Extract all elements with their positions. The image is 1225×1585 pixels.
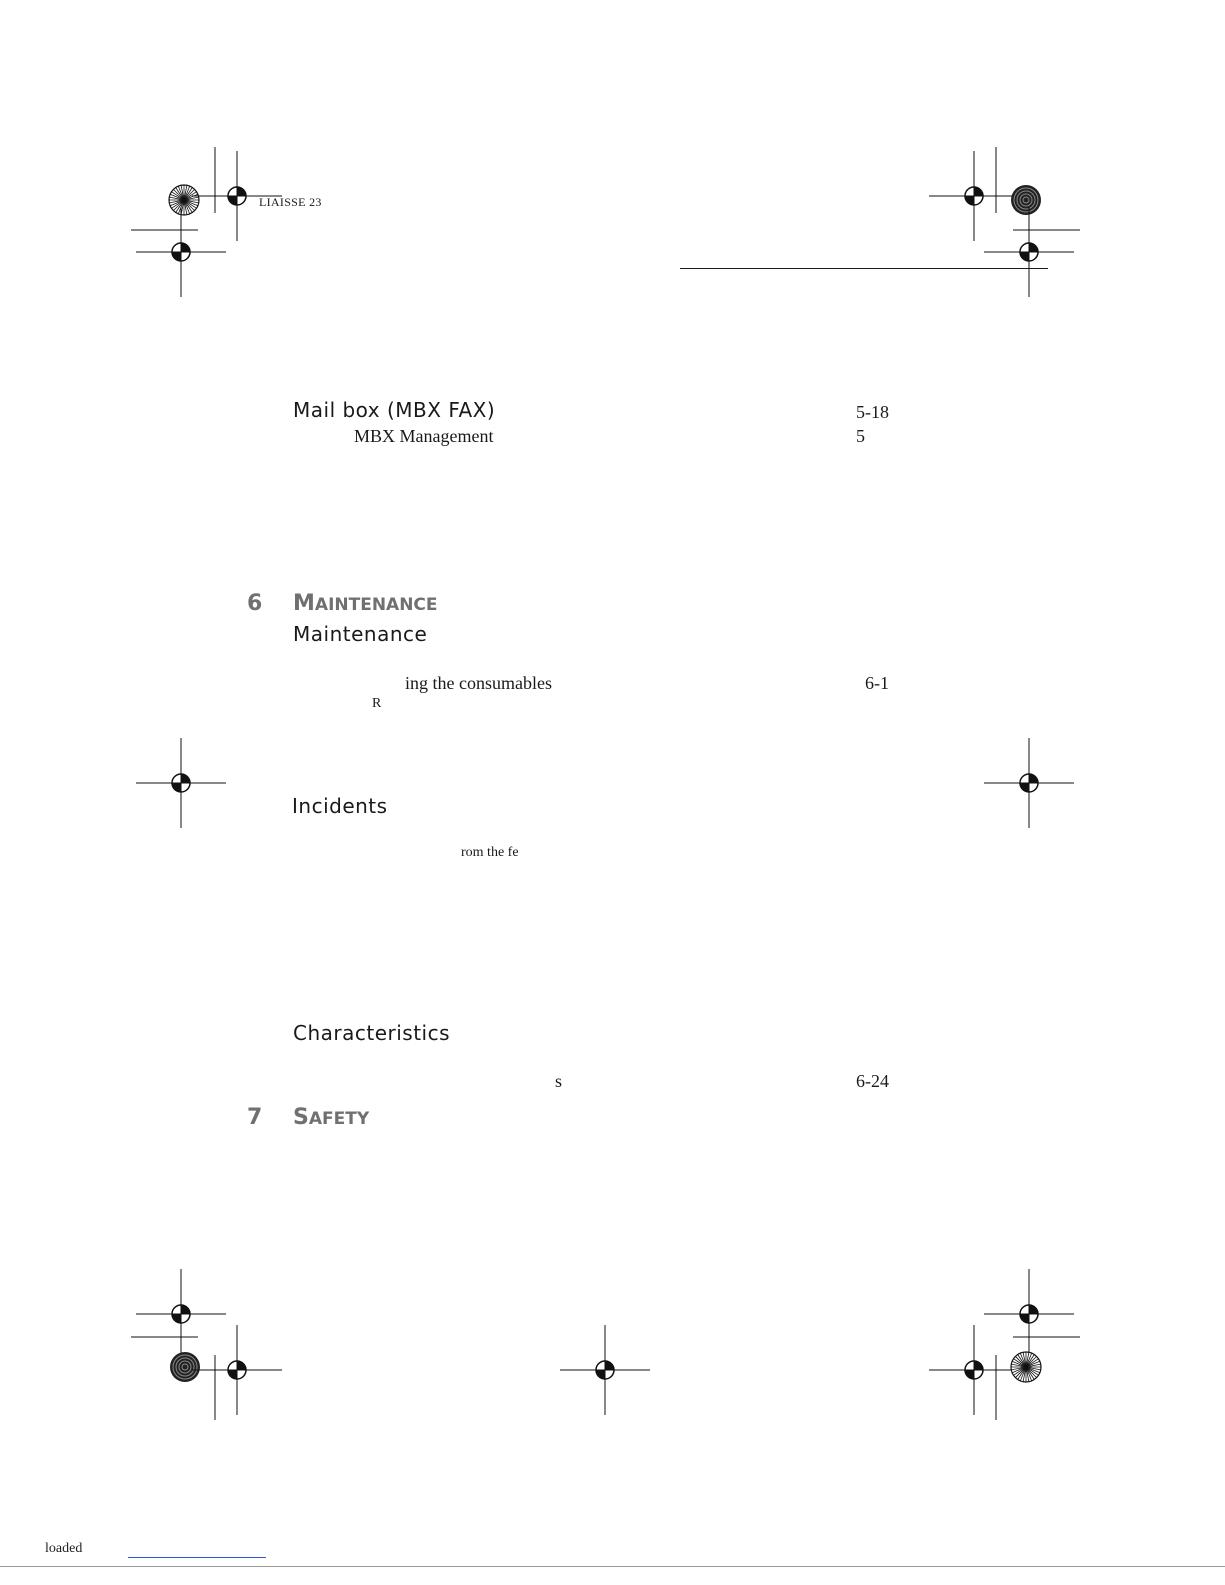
incidents-heading: Incidents [292, 794, 388, 818]
characteristics-heading: Characteristics [293, 1021, 451, 1045]
mbx-management-page: 5 [856, 426, 865, 446]
chapter-6-number: 6 [247, 591, 263, 616]
status-bar-divider [0, 1566, 1225, 1567]
mbx-management-entry: MBX Management [354, 426, 494, 446]
characteristics-page: 6-24 [856, 1071, 889, 1091]
header-rule [680, 268, 1048, 269]
chapter-7-number: 7 [247, 1105, 263, 1130]
r-fragment: R [372, 696, 382, 711]
consumables-entry: ing the consumables [405, 673, 552, 693]
status-link-underline[interactable] [128, 1557, 266, 1558]
chapter-6-title: MAINTENANCE [293, 591, 438, 616]
feeder-fragment: rom the fe [461, 845, 519, 860]
header-code: LIAISSE 23 [259, 195, 322, 209]
mailbox-heading: Mail box (MBX FAX) [293, 398, 496, 422]
maintenance-heading: Maintenance [293, 622, 428, 646]
s-fragment: s [555, 1071, 563, 1091]
mailbox-page: 5-18 [856, 402, 889, 422]
chapter-7-title: SAFETY [293, 1105, 370, 1130]
consumables-page: 6-1 [865, 673, 889, 693]
status-text: loaded [45, 1541, 83, 1556]
